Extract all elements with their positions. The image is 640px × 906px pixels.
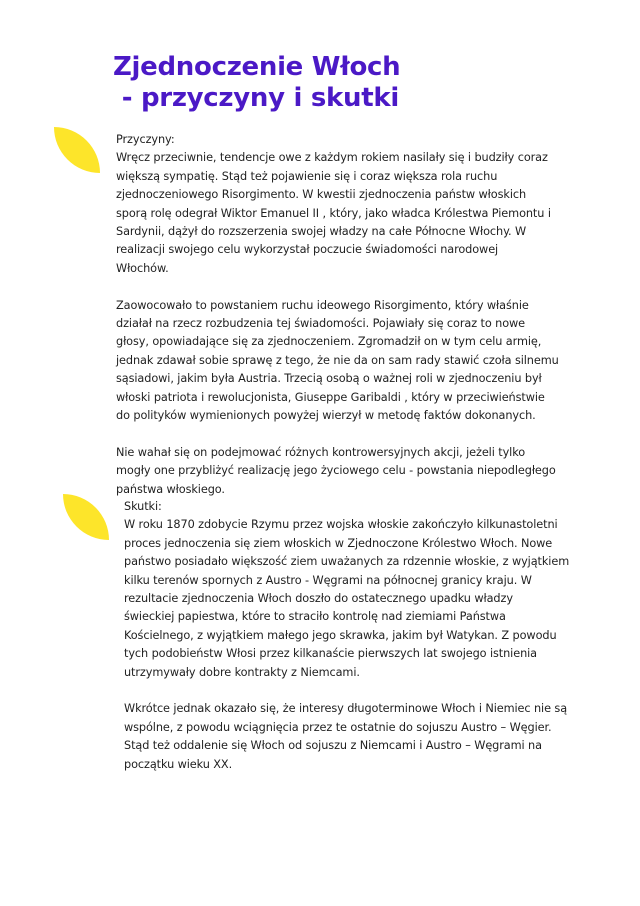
text-line: kilku terenów spornych z Austro - Węgrami na północnej granicy kraju. W bbox=[124, 573, 532, 587]
effects-heading: Skutki: bbox=[124, 500, 162, 513]
text-line: rezultacie zjednoczenia Włoch doszło do ostatecznego upadku władzy bbox=[124, 592, 513, 606]
text-line: Wręcz przeciwnie, tendencje owe z każdym rokiem nasilały się i budziły coraz bbox=[116, 151, 548, 165]
text-line: Nie wahał się on podejmować różnych kontrowersyjnych akcji, jeżeli tylko bbox=[116, 445, 526, 459]
text-line: sąsiadowi, jakim była Austria. Trzecią osobą o ważnej roli w zjednoczeniu był bbox=[116, 372, 542, 386]
text-line: świeckiej papiestwa, które to straciło kontrolę nad ziemiami Państwa bbox=[124, 610, 506, 624]
text-line: zjednoczeniowego Risorgimento. W kwestii zjednoczenia państw włoskich bbox=[116, 188, 527, 202]
text-line: tych podobieństw Włosi przez kilkanaście pierwszych lat swojego istnienia bbox=[124, 647, 537, 661]
page-title bbox=[113, 52, 533, 114]
yellow-leaf-decoration bbox=[54, 127, 100, 173]
text-line: proces jednoczenia się ziem włoskich w Zjednoczone Królestwo Włoch. Nowe bbox=[124, 536, 553, 550]
text-line: do polityków wymienionych powyżej wierzył w metodę faktów dokonanych. bbox=[116, 409, 536, 423]
text-line: większą sympatię. Stąd też pojawienie się i coraz większa rola ruchu bbox=[116, 169, 498, 183]
text-line: realizacji swojego celu wykorzystał poczucie świadomości narodowej bbox=[116, 243, 499, 257]
text-line: wspólne, z powodu wciągnięcia przez te ostatnie do sojuszu Austro – Węgier. bbox=[124, 720, 552, 734]
text-line: Wkrótce jednak okazało się, że interesy długoterminowe Włoch i Niemiec nie są bbox=[124, 702, 568, 716]
text-line: początku wieku XX. bbox=[124, 757, 233, 771]
causes-paragraph-2 bbox=[116, 297, 586, 426]
text-line: Włochów. bbox=[116, 261, 169, 275]
text-line: Kościelnego, z wyjątkiem małego jego skrawka, jakim był Watykan. Z powodu bbox=[124, 628, 557, 642]
yellow-leaf-decoration bbox=[63, 494, 109, 540]
text-line: włoski patriota i rewolucjonista, Giuseppe Garibaldi , który w przeciwieństwie bbox=[116, 390, 545, 404]
effects-paragraph-1 bbox=[124, 498, 594, 682]
text-line: Sardynii, dążył do rozszerzenia swojej władzy na całe Północne Włochy. W bbox=[116, 225, 527, 239]
causes-paragraph-3 bbox=[116, 444, 586, 499]
text-line: mogły one przybliżyć realizację jego życiowego celu - powstania niepodległego bbox=[116, 464, 556, 478]
effects-paragraph-2 bbox=[124, 700, 594, 774]
text-line: W roku 1870 zdobycie Rzymu przez wojska włoskie zakończyło kilkunastoletni bbox=[124, 518, 558, 532]
text-line: Stąd też oddalenie się Włoch od sojuszu z Niemcami i Austro – Węgrami na bbox=[124, 739, 542, 753]
causes-section bbox=[116, 131, 586, 499]
text-line: utrzymywały dobre kontrakty z Niemcami. bbox=[124, 665, 360, 679]
text-line: państwa włoskiego. bbox=[116, 482, 225, 496]
text-line: głosy, opowiadające się za zjednoczeniem. Zgromadził on w tym celu armię, bbox=[116, 335, 542, 349]
text-line: Zaowocowało to powstaniem ruchu ideowego Risorgimento, który właśnie bbox=[116, 298, 529, 312]
effects-section bbox=[124, 498, 594, 774]
text-line: jednak zdawał sobie sprawę z tego, że nie da on sam rady stawić czoła silnemu bbox=[116, 353, 559, 367]
text-line: państwo posiadało większość ziem uważanych za rdzennie włoskie, z wyjątkiem bbox=[124, 555, 570, 569]
title-line-2: - przyczyny i skutki bbox=[113, 83, 399, 113]
text-line: sporą rolę odegrał Wiktor Emanuel II , który, jako władca Królestwa Piemontu i bbox=[116, 206, 551, 220]
causes-heading: Przyczyny: bbox=[116, 133, 175, 146]
title-line-1: Zjednoczenie Włoch bbox=[113, 52, 401, 82]
causes-paragraph-1 bbox=[116, 131, 586, 278]
text-line: działał na rzecz rozbudzenia tej świadomości. Pojawiały się coraz to nowe bbox=[116, 317, 526, 331]
